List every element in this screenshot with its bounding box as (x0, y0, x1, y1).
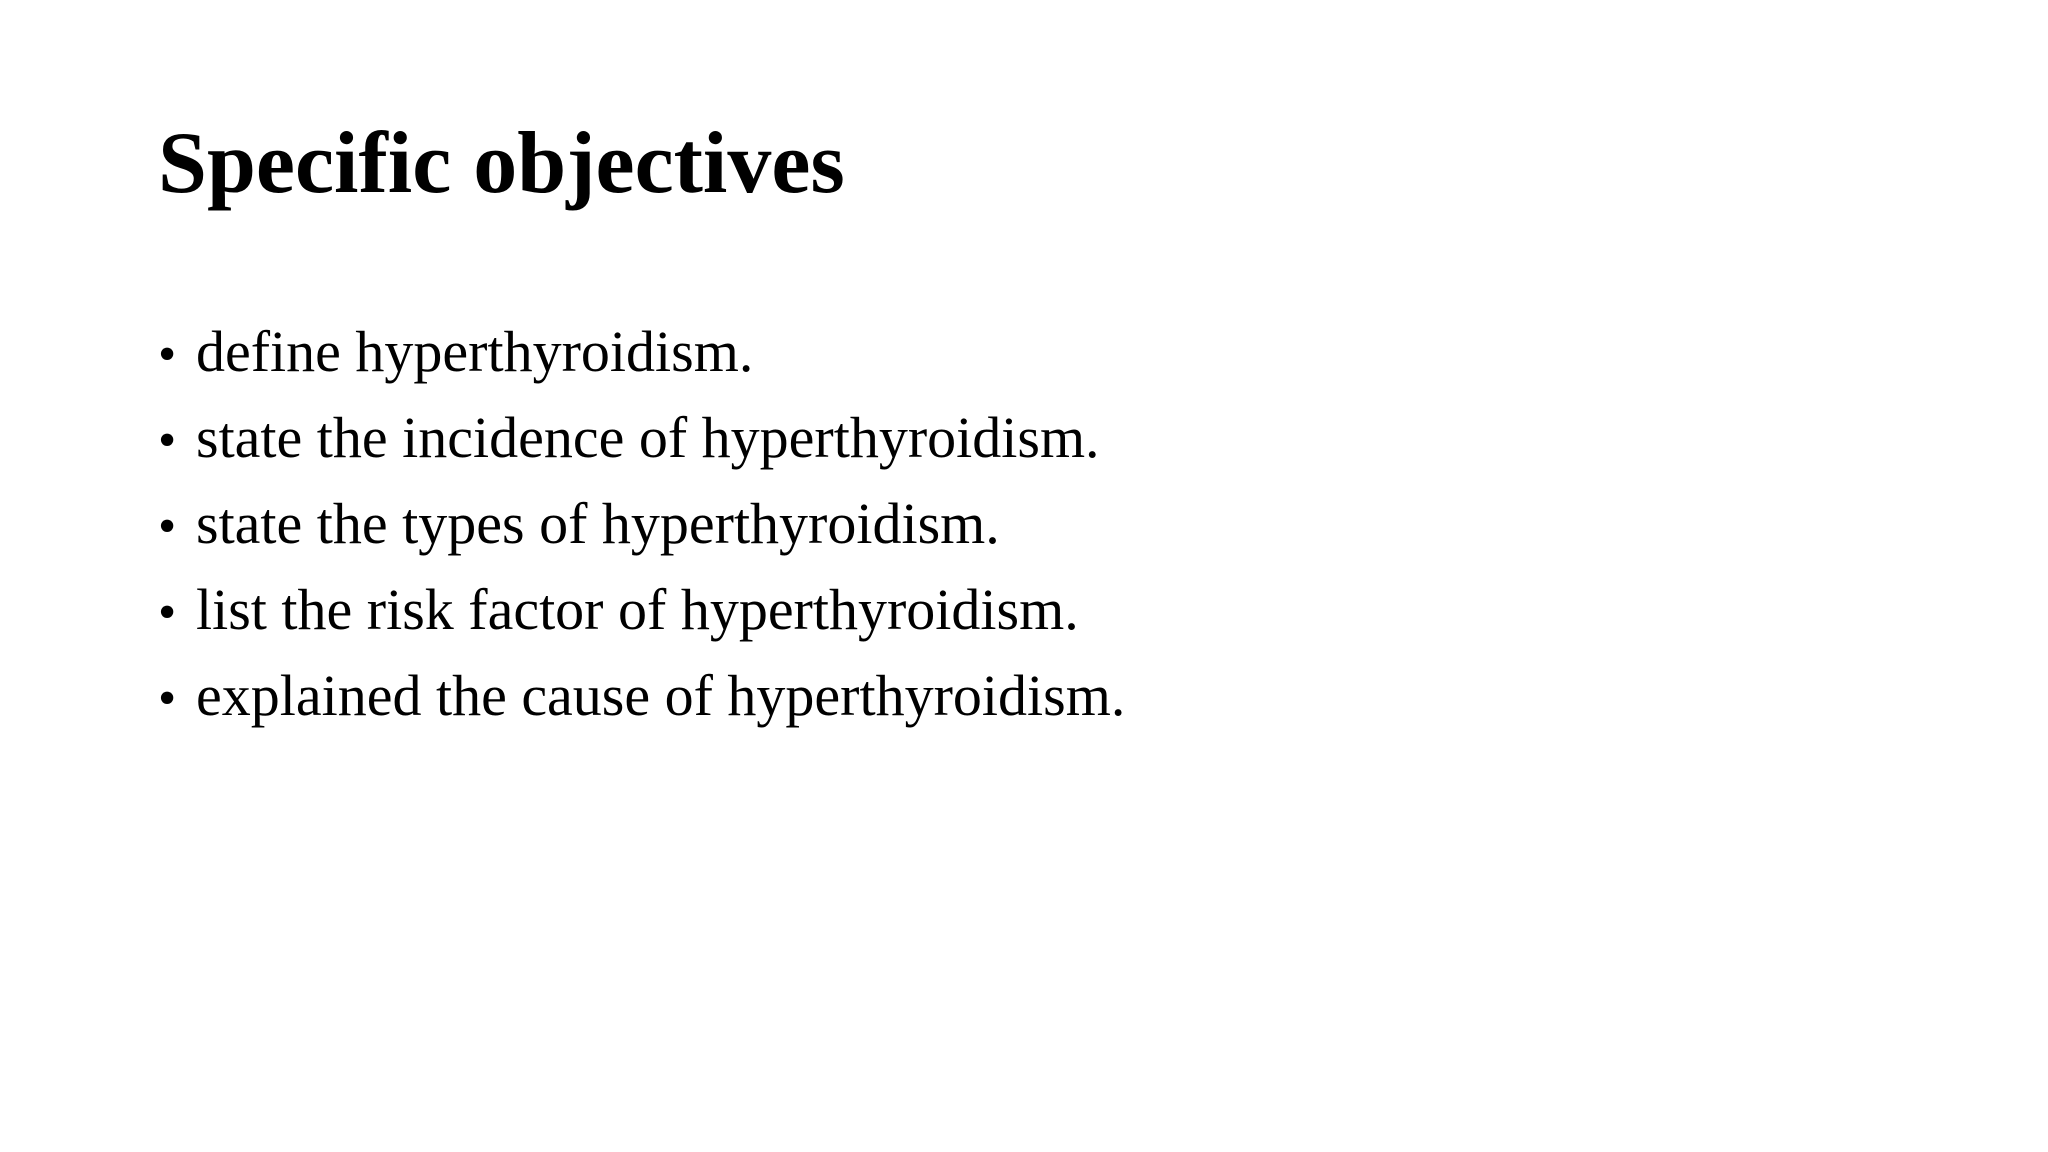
list-item (158, 481, 1125, 567)
bullet-icon: • (158, 412, 177, 469)
list-item (158, 309, 1125, 395)
bullet-icon: • (158, 584, 177, 641)
list-item (158, 567, 1125, 653)
list-item-text: state the types of hyperthyroidism. (196, 491, 1000, 556)
objectives-list (158, 309, 1125, 739)
bullet-icon: • (158, 326, 177, 383)
bullet-icon: • (158, 670, 177, 727)
bullet-icon: • (158, 498, 177, 555)
list-item (158, 395, 1125, 481)
slide-title: Specific objectives (158, 115, 845, 212)
list-item (158, 653, 1125, 739)
list-item-text: list the risk factor of hyperthyroidism. (196, 577, 1079, 642)
list-item-text: explained the cause of hyperthyroidism. (196, 663, 1126, 728)
list-item-text: state the incidence of hyperthyroidism. (196, 405, 1100, 470)
list-item-text: define hyperthyroidism. (196, 319, 754, 384)
